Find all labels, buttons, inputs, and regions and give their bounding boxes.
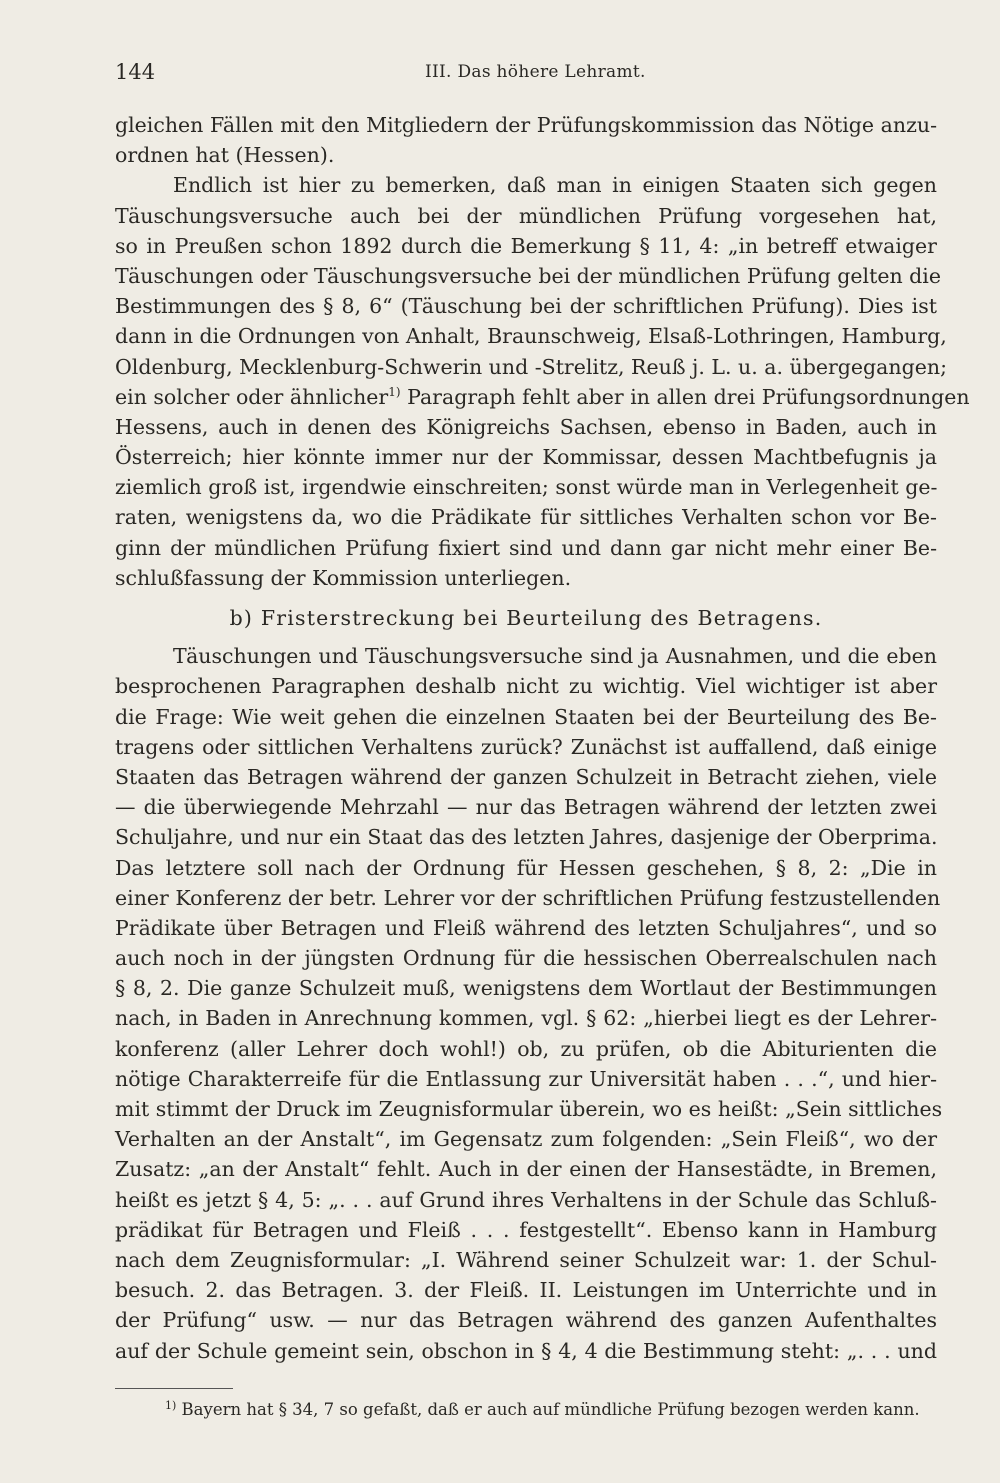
text-line: Täuschungen oder Täuschungsversuche bei der mündlichen Prüfung gelten die <box>115 263 941 288</box>
text-line: auch noch in der jüngsten Ordnung für die hessischen Oberrealschulen nach <box>115 946 937 971</box>
text-line: gleichen Fällen mit den Mitgliedern der Prüfungskommission das Nötige anzu- <box>115 113 937 137</box>
footnote-reference: 1) <box>388 384 401 399</box>
text-line: raten, wenigstens da, wo die Prädikate für sittliches Verhalten schon vor Be- <box>115 505 937 530</box>
text-line: der Prüfung“ usw. — nur das Betragen während des ganzen Aufenthaltes <box>115 1308 937 1333</box>
text-line: — die überwiegende Mehrzahl — nur das Betragen während der letzten zwei <box>115 795 937 820</box>
text-line: nach, in Baden in Anrechnung kommen, vgl. § 62: „hierbei liegt es der Lehrer- <box>115 1006 937 1031</box>
text-line: nötige Charakterreife für die Entlassung zur Universität haben . . .“, und hier- <box>115 1066 937 1091</box>
text-line: mit stimmt der Druck im Zeugnisformular überein, wo es heißt: „Sein sittliches <box>115 1097 943 1121</box>
footnote-divider <box>115 1388 233 1389</box>
text-line: einer Konferenz der betr. Lehrer vor der schriftlichen Prüfung festzustellenden <box>115 885 941 910</box>
text-line: schlußfassung der Kommission unterliegen. <box>115 565 572 590</box>
text-line: Das letztere soll nach der Ordnung für Hessen geschehen, § 8, 2: „Die in <box>115 855 937 880</box>
text-line: Täuschungsversuche auch bei der mündlichen Prüfung vorgesehen hat, <box>115 203 937 228</box>
text-line: Staaten das Betragen während der ganzen Schulzeit in Betracht ziehen, viele <box>115 764 937 789</box>
text-line: Täuschungen und Täuschungsversuche sind ja Ausnahmen, und die eben <box>173 644 937 669</box>
text-line: Oldenburg, Mecklenburg-Schwerin und -Strelitz, Reuß j. L. u. a. übergegangen; <box>115 354 947 379</box>
text-line: nach dem Zeugnisformular: „I. Während seiner Schulzeit war: 1. der Schul- <box>115 1247 937 1272</box>
text-line: Schuljahre, und nur ein Staat das des letzten Jahres, dasjenige der Oberprima. <box>115 825 938 850</box>
text-line: heißt es jetzt § 4, 5: „. . . auf Grund ihres Verhaltens in der Schule das Schluß- <box>115 1187 937 1212</box>
text-line: auf der Schule gemeint sein, obschon in § 4, 4 die Bestimmung steht: „. . . und <box>115 1338 937 1363</box>
text-line: so in Preußen schon 1892 durch die Bemerkung § 11, 4: „in betreff etwaiger <box>115 233 937 258</box>
text-segment: Paragraph fehlt aber in allen drei Prüfungsordnungen <box>400 384 970 409</box>
text-line: Endlich ist hier zu bemerken, daß man in einigen Staaten sich gegen <box>173 173 937 198</box>
text-line: konferenz (aller Lehrer doch wohl!) ob, zu prüfen, ob die Abiturienten die <box>115 1036 937 1061</box>
text-line: Hessens, auch in denen des Königreichs Sachsen, ebenso in Baden, auch in <box>115 414 937 439</box>
text-line: Verhalten an der Anstalt“, im Gegensatz zum folgenden: „Sein Fleiß“, wo der <box>115 1127 937 1152</box>
footnote <box>165 1398 937 1422</box>
page-header <box>115 60 940 90</box>
text-line: ordnen hat (Hessen). <box>115 143 335 168</box>
footnote-marker: 1) <box>165 1399 177 1412</box>
text-line: besuch. 2. das Betragen. 3. der Fleiß. II. Leistungen im Unterrichte und in <box>115 1278 937 1303</box>
text-line: tragens oder sittlichen Verhaltens zurück? Zunächst ist auffallend, daß einige <box>115 734 937 759</box>
text-line: ziemlich groß ist, irgendwie einschreiten; sonst würde man in Verlegenheit ge- <box>115 475 938 500</box>
text-segment: ein solcher oder ähnlicher <box>115 384 389 409</box>
footnote-text: Bayern hat § 34, 7 so gefaßt, daß er auch auf mündliche Prüfung bezogen werden kann. <box>176 1400 920 1419</box>
text-line: Prädikate über Betragen und Fleiß während des letzten Schuljahres“, und so <box>115 915 937 940</box>
text-line: besprochenen Paragraphen deshalb nicht zu wichtig. Viel wichtiger ist aber <box>115 674 937 699</box>
text-line: ginn der mündlichen Prüfung fixiert sind und dann gar nicht mehr einer Be- <box>115 535 937 560</box>
text-line: Zusatz: „an der Anstalt“ fehlt. Auch in der einen der Hansestädte, in Bremen, <box>115 1157 937 1182</box>
text-line: Österreich; hier könnte immer nur der Kommissar, dessen Machtbefugnis ja <box>115 445 937 470</box>
text-line-with-footnote-ref <box>115 382 970 412</box>
text-line: Bestimmungen des § 8, 6“ (Täuschung bei der schriftlichen Prüfung). Dies ist <box>115 294 937 319</box>
section-heading: b) Fristerstreckung bei Beurteilung des Betragens. <box>229 606 823 630</box>
text-line: prädikat für Betragen und Fleiß . . . festgestellt“. Ebenso kann in Hamburg <box>115 1217 937 1242</box>
running-head: III. Das höhere Lehramt. <box>425 62 646 82</box>
text-line: § 8, 2. Die ganze Schulzeit muß, wenigstens dem Wortlaut der Bestimmungen <box>115 976 937 1001</box>
text-line: die Frage: Wie weit gehen die einzelnen Staaten bei der Beurteilung des Be- <box>115 704 937 729</box>
body-text <box>115 110 970 1366</box>
text-line: dann in die Ordnungen von Anhalt, Braunschweig, Elsaß-Lothringen, Hamburg, <box>115 324 947 349</box>
page-number: 144 <box>115 60 156 84</box>
